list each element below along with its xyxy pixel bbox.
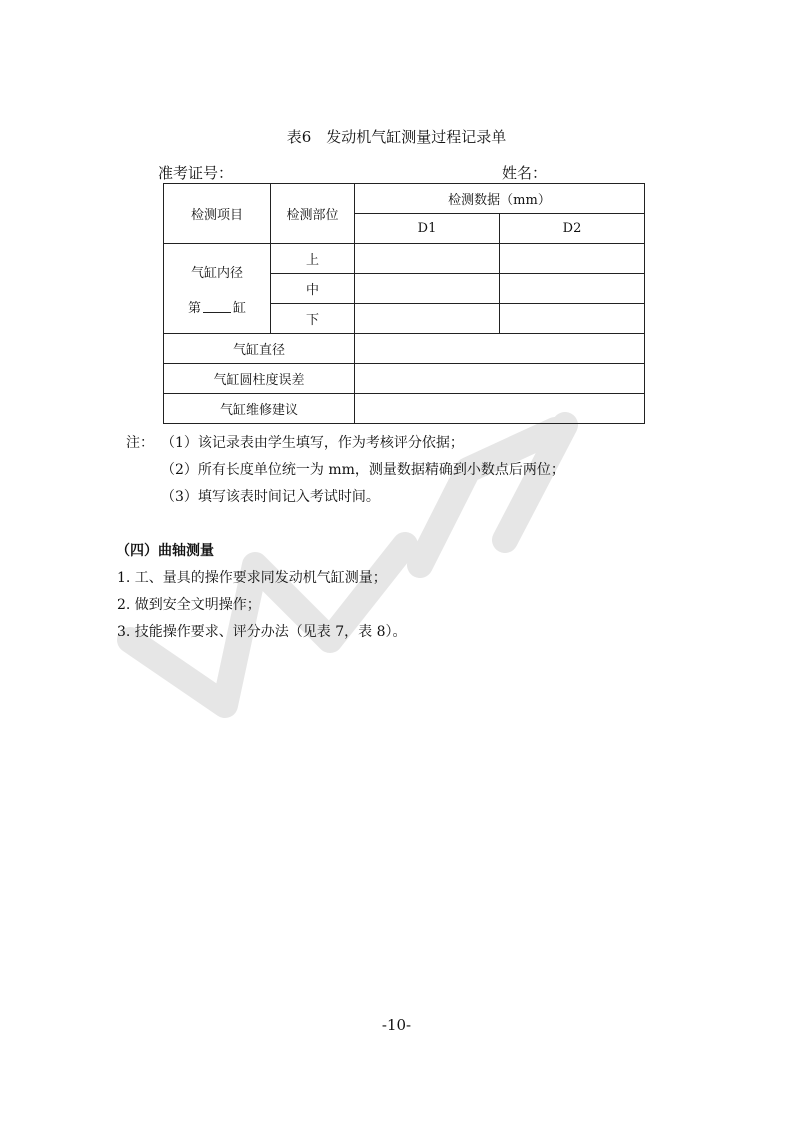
note-1: （1）该记录表由学生填写，作为考核评分依据； bbox=[161, 435, 464, 451]
row-cylindricity-label: 气缸圆柱度误差 bbox=[164, 364, 355, 394]
note-2: （2）所有长度单位统一为 mm，测量数据精确到小数点后两位； bbox=[161, 462, 565, 478]
section-item-3: 3. 技能操作要求、评分办法（见表 7，表 8）。 bbox=[117, 624, 407, 640]
section-item-1: 1. 工、量具的操作要求同发动机气缸测量； bbox=[117, 570, 387, 586]
position-top: 上 bbox=[271, 244, 355, 274]
section-item-2: 2. 做到安全文明操作； bbox=[117, 597, 261, 613]
cell-cylindricity[interactable] bbox=[355, 364, 645, 394]
header-position: 检测部位 bbox=[271, 184, 355, 244]
cell-diameter[interactable] bbox=[355, 334, 645, 364]
table-title: 表6 发动机气缸测量过程记录单 bbox=[286, 128, 507, 146]
page-number: -10- bbox=[381, 1016, 412, 1034]
section-heading: （四）曲轴测量 bbox=[116, 543, 214, 559]
row-diameter-label: 气缸直径 bbox=[164, 334, 355, 364]
cylinder-suffix: 缸 bbox=[233, 300, 247, 316]
header-d1: D1 bbox=[355, 214, 500, 244]
exam-id-label: 准考证号： bbox=[158, 164, 234, 182]
measurement-record-table bbox=[163, 183, 645, 424]
note-3: （3）填写该表时间记入考试时间。 bbox=[161, 489, 380, 505]
cell-bottom-d2[interactable] bbox=[500, 304, 645, 334]
cylinder-number bbox=[164, 297, 270, 316]
cell-top-d2[interactable] bbox=[500, 244, 645, 274]
position-mid: 中 bbox=[271, 274, 355, 304]
bore-cell bbox=[164, 244, 271, 334]
header-data: 检测数据（mm） bbox=[355, 184, 645, 214]
cylinder-prefix: 第 bbox=[187, 300, 201, 316]
cell-mid-d2[interactable] bbox=[500, 274, 645, 304]
name-label: 姓名： bbox=[502, 164, 548, 182]
cell-top-d1[interactable] bbox=[355, 244, 500, 274]
position-bottom: 下 bbox=[271, 304, 355, 334]
cell-advice[interactable] bbox=[355, 394, 645, 424]
notes-label: 注： bbox=[126, 435, 154, 451]
row-advice-label: 气缸维修建议 bbox=[164, 394, 355, 424]
header-item: 检测项目 bbox=[164, 184, 271, 244]
header-d2: D2 bbox=[500, 214, 645, 244]
cell-bottom-d1[interactable] bbox=[355, 304, 500, 334]
cylinder-number-blank[interactable] bbox=[203, 300, 231, 313]
cell-mid-d1[interactable] bbox=[355, 274, 500, 304]
bore-label: 气缸内径 bbox=[190, 265, 243, 281]
